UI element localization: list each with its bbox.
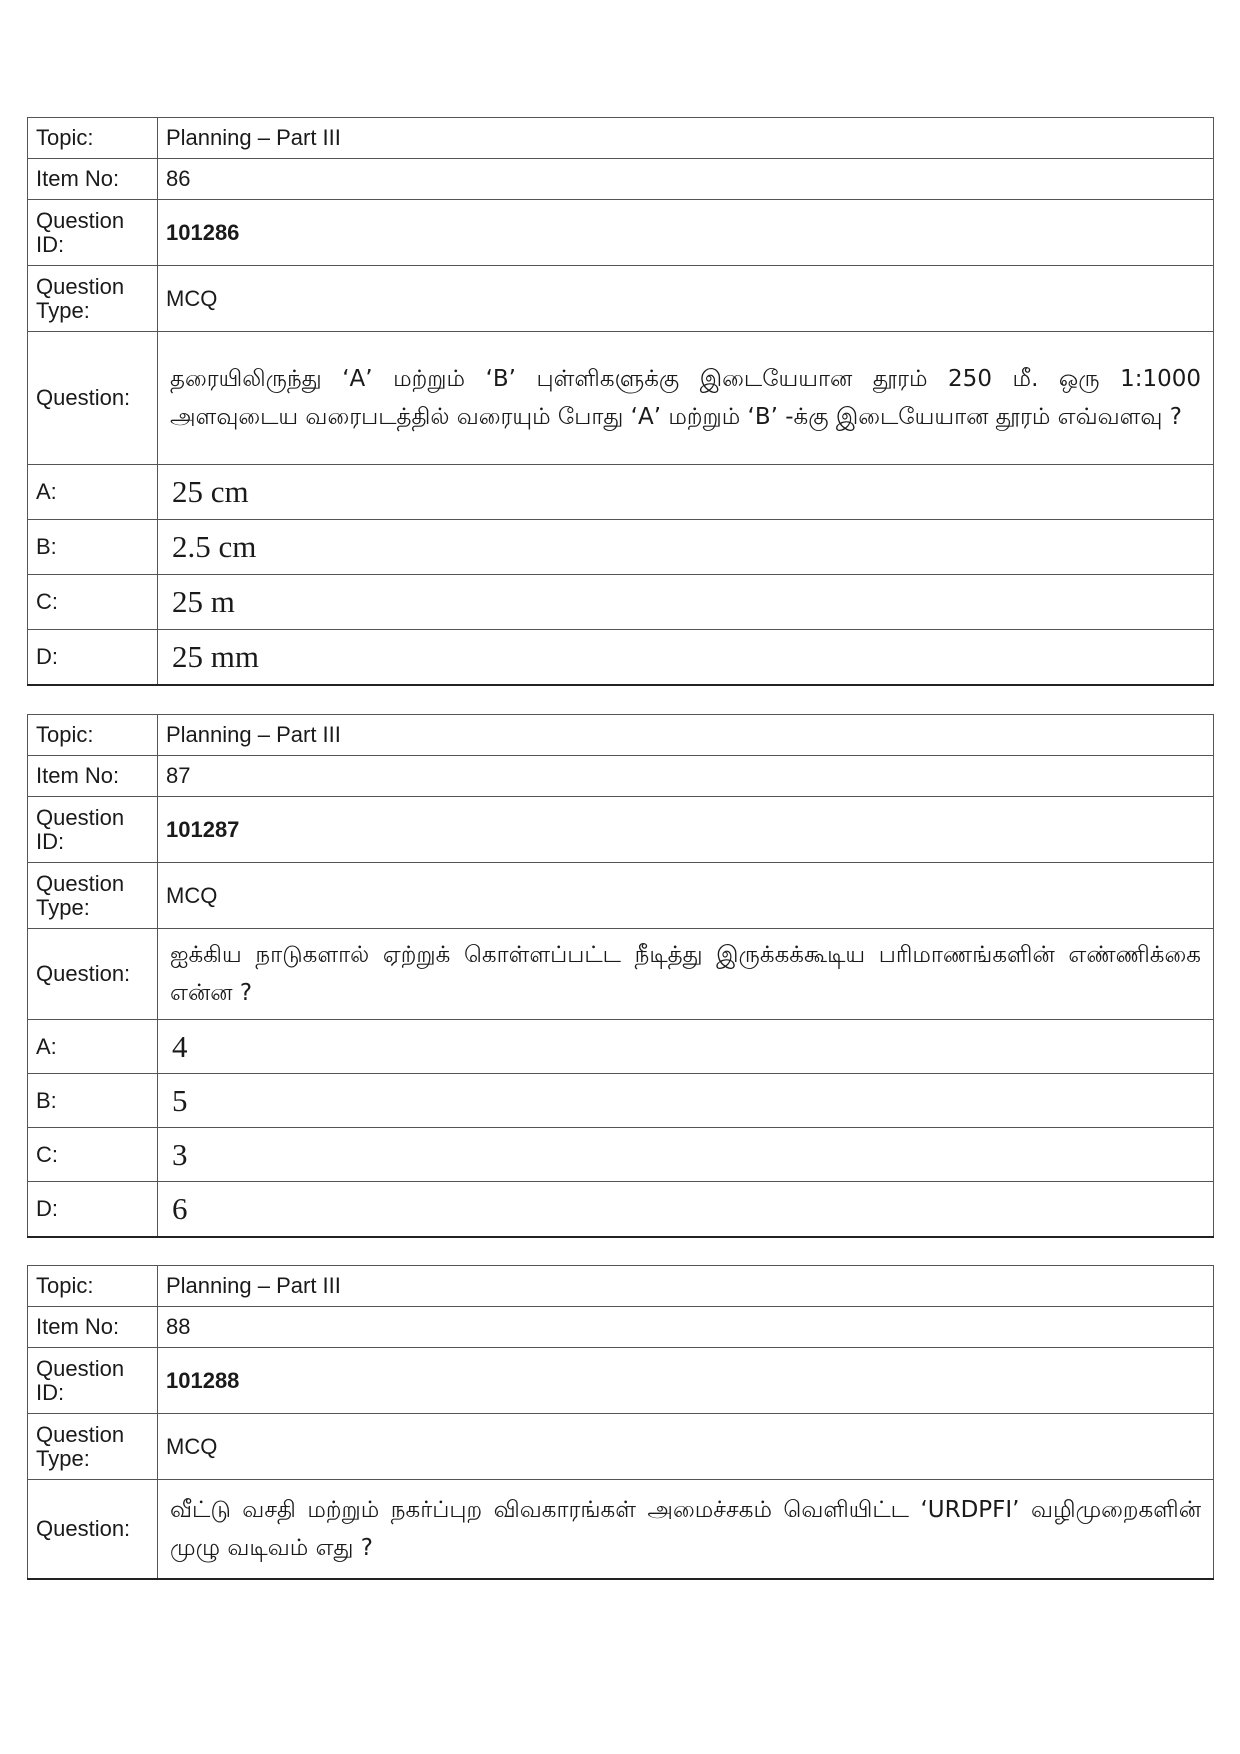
item-no-label: Item No: <box>28 756 158 797</box>
question-id-value: 101287 <box>158 797 1214 863</box>
question-type-value: MCQ <box>158 266 1214 332</box>
topic-value: Planning – Part III <box>158 715 1214 756</box>
option-c-row <box>28 575 1214 630</box>
option-c-label: C: <box>28 1128 158 1182</box>
option-b-value: 5 <box>158 1074 1214 1128</box>
topic-value: Planning – Part III <box>158 118 1214 159</box>
item-no-value: 88 <box>158 1307 1214 1348</box>
item-no-row <box>28 1307 1214 1348</box>
question-id-row <box>28 1348 1214 1414</box>
question-type-row <box>28 1414 1214 1480</box>
item-no-row <box>28 159 1214 200</box>
option-a-value: 25 cm <box>158 465 1214 520</box>
question-type-label: Question Type: <box>28 863 158 929</box>
question-row <box>28 332 1214 465</box>
topic-row <box>28 715 1214 756</box>
item-no-label: Item No: <box>28 159 158 200</box>
option-d-label: D: <box>28 1182 158 1237</box>
question-row <box>28 929 1214 1020</box>
topic-row <box>28 118 1214 159</box>
question-id-row <box>28 200 1214 266</box>
option-a-label: A: <box>28 465 158 520</box>
option-c-row <box>28 1128 1214 1182</box>
option-d-row <box>28 630 1214 685</box>
question-type-label: Question Type: <box>28 1414 158 1480</box>
question-id-value: 101286 <box>158 200 1214 266</box>
item-no-row <box>28 756 1214 797</box>
option-c-value: 25 m <box>158 575 1214 630</box>
option-a-value: 4 <box>158 1020 1214 1074</box>
question-id-label: Question ID: <box>28 797 158 863</box>
question-id-label: Question ID: <box>28 1348 158 1414</box>
option-b-label: B: <box>28 520 158 575</box>
option-b-row <box>28 520 1214 575</box>
question-id-label: Question ID: <box>28 200 158 266</box>
question-text: ஐக்கிய நாடுகளால் ஏற்றுக் கொள்ளப்பட்ட நீடித்து இருக்கக்கூடிய பரிமாணங்களின் எண்ணிக்கை என்ன ? <box>158 929 1214 1020</box>
option-c-value: 3 <box>158 1128 1214 1182</box>
question-text: தரையிலிருந்து ‘A’ மற்றும் ‘B’ புள்ளிகளுக்கு இடையேயான தூரம் 250 மீ. ஒரு 1:1000 அளவுடைய வரைபடத்தில் வரையும் போது ‘A’ மற்றும் ‘B’ -க்கு இடையேயான தூரம் எவ்வளவு ? <box>158 332 1214 465</box>
question-id-value: 101288 <box>158 1348 1214 1414</box>
topic-label: Topic: <box>28 715 158 756</box>
option-d-value: 25 mm <box>158 630 1214 685</box>
topic-label: Topic: <box>28 1266 158 1307</box>
question-type-value: MCQ <box>158 1414 1214 1480</box>
option-a-label: A: <box>28 1020 158 1074</box>
option-c-label: C: <box>28 575 158 630</box>
question-type-row <box>28 863 1214 929</box>
option-b-label: B: <box>28 1074 158 1128</box>
option-a-row <box>28 465 1214 520</box>
item-no-label: Item No: <box>28 1307 158 1348</box>
question-label: Question: <box>28 332 158 465</box>
question-table-87 <box>27 714 1214 1238</box>
option-d-row <box>28 1182 1214 1237</box>
question-id-row <box>28 797 1214 863</box>
topic-label: Topic: <box>28 118 158 159</box>
item-no-value: 86 <box>158 159 1214 200</box>
question-table-86 <box>27 117 1214 686</box>
item-no-value: 87 <box>158 756 1214 797</box>
option-a-row <box>28 1020 1214 1074</box>
option-d-value: 6 <box>158 1182 1214 1237</box>
topic-row <box>28 1266 1214 1307</box>
question-label: Question: <box>28 929 158 1020</box>
question-text: வீட்டு வசதி மற்றும் நகர்ப்புற விவகாரங்கள் அமைச்சகம் வெளியிட்ட ‘URDPFI’ வழிமுறைகளின் முழு வடிவம் எது ? <box>158 1480 1214 1579</box>
question-label: Question: <box>28 1480 158 1579</box>
option-b-row <box>28 1074 1214 1128</box>
question-table-88 <box>27 1265 1214 1580</box>
question-type-value: MCQ <box>158 863 1214 929</box>
topic-value: Planning – Part III <box>158 1266 1214 1307</box>
question-row <box>28 1480 1214 1579</box>
option-b-value: 2.5 cm <box>158 520 1214 575</box>
question-type-label: Question Type: <box>28 266 158 332</box>
option-d-label: D: <box>28 630 158 685</box>
question-type-row <box>28 266 1214 332</box>
